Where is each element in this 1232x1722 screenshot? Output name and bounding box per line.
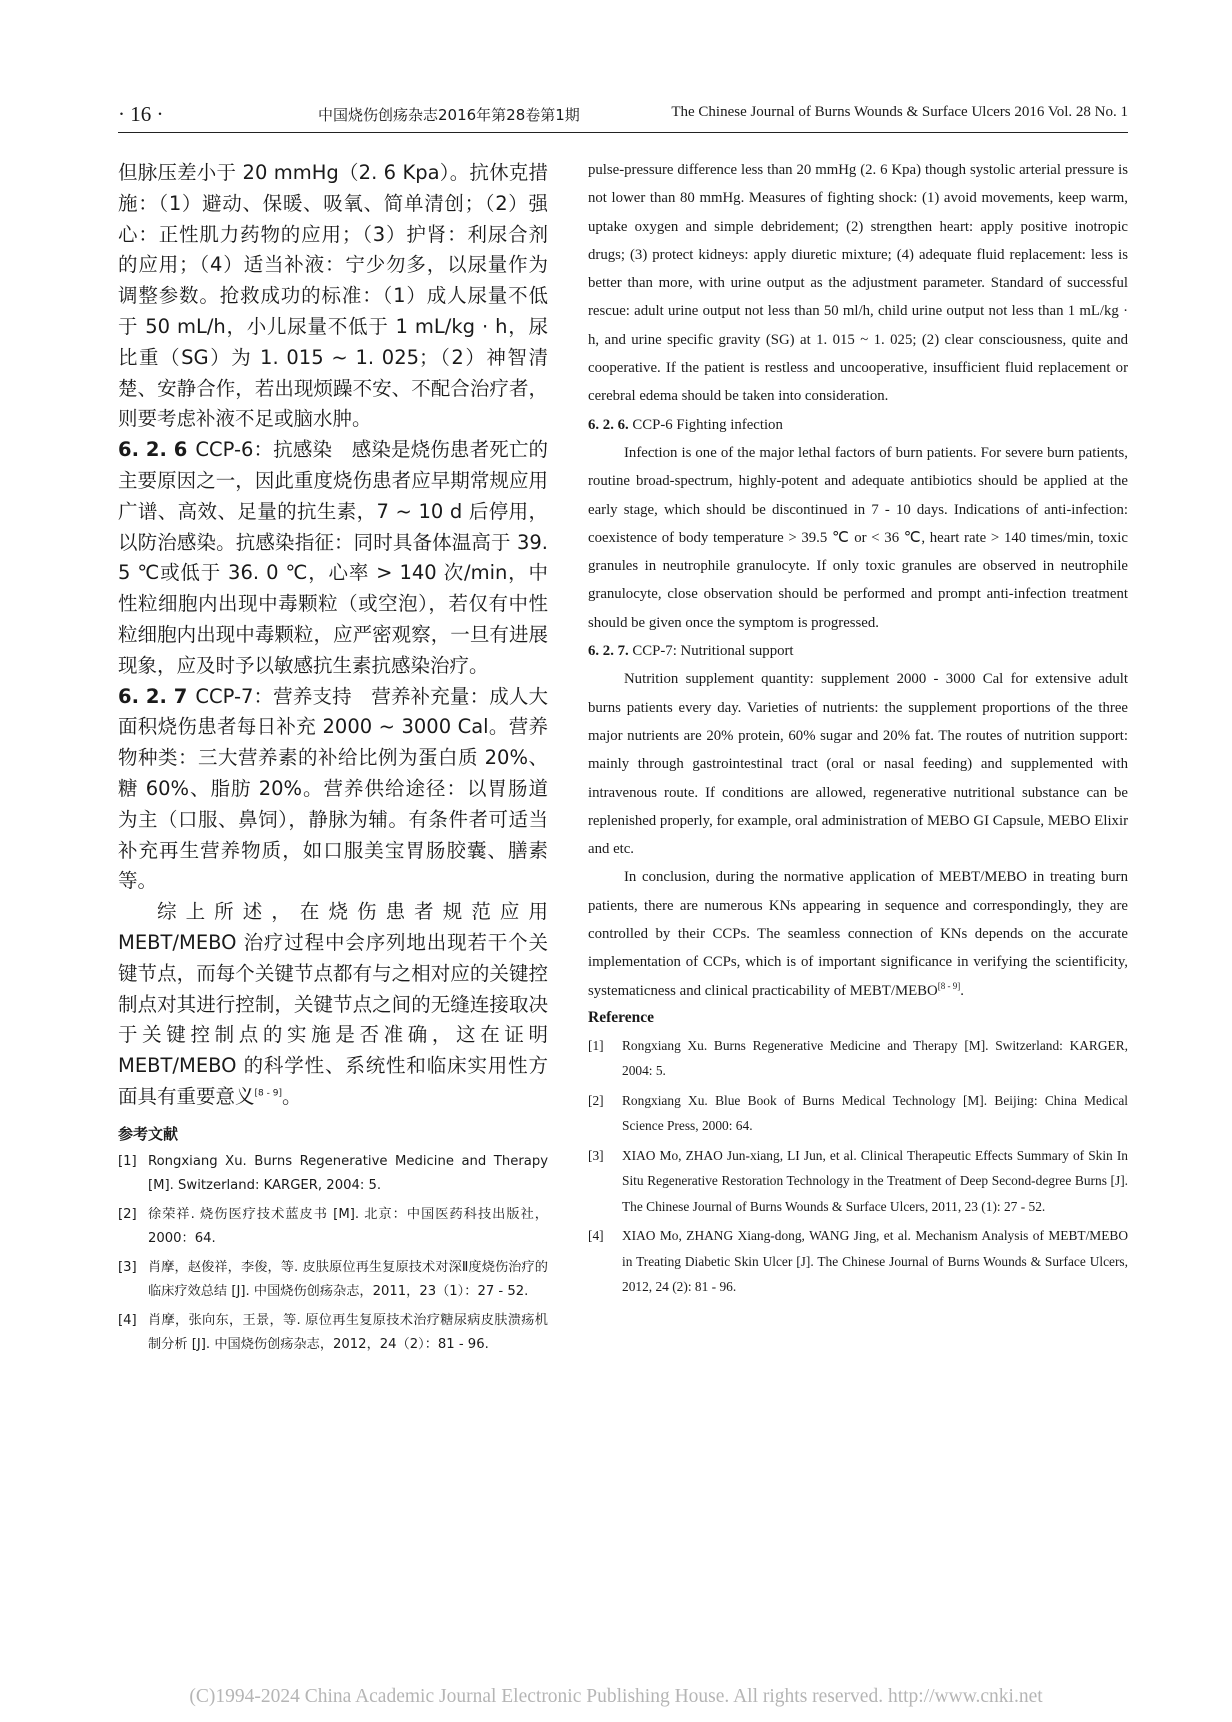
cn-reference-number: [3] (118, 1259, 137, 1275)
en-reference-text: Rongxiang Xu. Blue Book of Burns Medical Technology [M]. Beijing: China Medical Science Press, 2000: 64. (622, 1092, 1128, 1134)
en-reference-item (588, 1143, 1128, 1220)
chinese-column (118, 158, 548, 1362)
en-conclusion-end: . (960, 982, 964, 999)
en-reference-number: [2] (588, 1092, 604, 1108)
english-column (588, 156, 1128, 1304)
en-section-6-2-7-number: 6. 2. 7. (588, 643, 629, 660)
en-section-6-2-7-title: CCP-7: Nutritional support (632, 643, 794, 660)
cn-section-6-2-7 (118, 682, 548, 898)
cn-reference-item (118, 1203, 548, 1251)
cn-reference-item (118, 1309, 548, 1357)
cn-reference-text: 肖摩，赵俊祥，李俊，等. 皮肤原位再生复原技术对深Ⅱ度烧伤治疗的临床疗效总结 [J]. 中国烧伤创疡杂志，2011，23（1）：27 - 52. (148, 1259, 548, 1299)
cn-section-6-2-7-number: 6. 2. 7 (118, 684, 188, 708)
en-section-6-2-6-title: CCP-6 Fighting infection (632, 416, 783, 433)
cn-reference-list (118, 1150, 548, 1357)
en-reference-list (588, 1033, 1128, 1300)
en-conclusion-citation: [8 - 9] (937, 980, 961, 991)
cn-reference-item (118, 1256, 548, 1304)
cn-conclusion-end: 。 (281, 1084, 302, 1108)
cn-section-6-2-6-text: CCP-6：抗感染 感染是烧伤患者死亡的主要原因之一，因此重度烧伤患者应早期常规应用广谱、高效、足量的抗生素，7 ~ 10 d 后停用，以防治感染。抗感染指征：同时具备体温高于 39. 5 ℃或低于 36. 0 ℃，心率 > 140 次/min，中性粒细胞内出现中毒颗粒（或空泡），若仅有中性粒细胞内出现中毒颗粒，应严密观察，一旦有进展现象，应及时予以敏感抗生素抗感染治疗。 (118, 438, 548, 677)
en-reference-item (588, 1223, 1128, 1300)
en-reference-text: XIAO Mo, ZHANG Xiang-dong, WANG Jing, et al. Mechanism Analysis of MEBT/MEBO in Treating Diabetic Skin Ulcer [J]. The Chinese Journal of Burns Wounds & Surface Ulcers, 2012, 24 (2): 81 - 96. (622, 1228, 1128, 1295)
cn-conclusion-citation: [8 - 9] (254, 1088, 282, 1099)
cn-section-6-2-6-number: 6. 2. 6 (118, 438, 188, 462)
cn-paragraph-shock: 但脉压差小于 20 mmHg（2. 6 Kpa）。抗休克措施：（1）避动、保暖、吸氧、简单清创；（2）强心：正性肌力药物的应用；（3）护肾：利尿合剂的应用；（4）适当补液：宁少勿多，以尿量作为调整参数。抢救成功的标准：（1）成人尿量不低于 50 mL/h，小儿尿量不低于 1 mL/kg · h，尿比重（SG）为 1. 015 ~ 1. 025；（2）神智清楚、安静合作，若出现烦躁不安、不配合治疗者，则要考虑补液不足或脑水肿。 (118, 161, 548, 431)
en-paragraph-shock: pulse-pressure difference less than 20 mmHg (2. 6 Kpa) though systolic arterial pressure is not lower than 80 mmHg. Measures of fighting shock: (1) avoid movements, keep warm, uptake oxygen and simple debridement; (2) strengthen heart: apply positive inotropic drugs; (3) protect kidneys: apply diuretic mixture; (4) adequate fluid replacement: less is better than more, with urine output as the adjustment parameter. Standard of successful rescue: adult urine output not less than 50 ml/h, child urine output not less than 1 mL/kg · h, and urine specific gravity (SG) at 1. 015 ~ 1. 025; (2) clear consciousness, quite and cooperative. If the patient is restless and uncooperative, insufficient fluid replacement or cerebral edema should be taken into consideration. (588, 162, 1128, 405)
cn-reference-number: [4] (118, 1312, 137, 1328)
en-reference-item (588, 1033, 1128, 1084)
en-reference-item (588, 1088, 1128, 1139)
cn-reference-text: Rongxiang Xu. Burns Regenerative Medicine and Therapy [M]. Switzerland: KARGER, 2004: 5. (148, 1153, 548, 1193)
en-conclusion-text: In conclusion, during the normative application of MEBT/MEBO in treating burn patients, there are numerous KNs appearing in sequence and correspondingly, they are controlled by their CCPs. The seamless connection of KNs depends on the accurate implementation of CCPs, which is of important significance in verifying the scientificity, systematicness and clinical practicability of MEBT/MEBO (588, 869, 1128, 999)
cn-reference-number: [2] (118, 1206, 137, 1222)
cn-reference-text: 徐荣祥. 烧伤医疗技术蓝皮书 [M]. 北京：中国医药科技出版社，2000：64. (148, 1206, 548, 1246)
en-section-6-2-7-text: Nutrition supplement quantity: supplement 2000 - 3000 Cal for extensive adult burns patients every day. Varieties of nutrients: the supplement proportions of the three major nutrients are 20% protein, 60% sugar and 20% fat. The routes of nutrition support: mainly through gastrointestinal tract (oral or nasal feeding) and supplemented with intravenous route. If conditions are allowed, regenerative nutritional substance can be replenished properly, for example, oral administration of MEBO GI Capsule, MEBO Elixir and etc. (588, 671, 1128, 858)
cn-reference-item (118, 1150, 548, 1198)
en-section-6-2-6-heading (588, 411, 1128, 439)
en-reference-text: Rongxiang Xu. Burns Regenerative Medicine and Therapy [M]. Switzerland: KARGER, 2004: 5. (622, 1037, 1128, 1079)
cn-references-title: 参考文献 (118, 1124, 179, 1143)
cn-conclusion-text: 综上所述，在烧伤患者规范应用 MEBT/MEBO 治疗过程中会序列地出现若干个关键节点，而每个关键节点都有与之相对应的关键控制点对其进行控制，关键节点之间的无缝连接取决于关键控制点的实施是否准确，这在证明 MEBT/MEBO 的科学性、系统性和临床实用性方面具有重要意义 (118, 900, 548, 1108)
copyright-footer: (C)1994-2024 China Academic Journal Electronic Publishing House. All rights reserved. http://www.cnki.net (189, 1686, 1043, 1707)
page-number: · 16 · (118, 102, 164, 126)
en-reference-number: [4] (588, 1228, 604, 1244)
cn-reference-text: 肖摩，张向东，王景，等. 原位再生复原技术治疗糖尿病皮肤溃疡机制分析 [J]. 中国烧伤创疡杂志，2012，24（2）：81 - 96. (148, 1312, 548, 1352)
en-reference-number: [1] (588, 1037, 604, 1053)
running-header (118, 100, 1128, 133)
journal-title-cn: 中国烧伤创疡杂志2016年第28卷第1期 (318, 106, 580, 124)
cn-reference-number: [1] (118, 1153, 137, 1169)
cn-section-6-2-7-text: CCP-7：营养支持 营养补充量：成人大面积烧伤患者每日补充 2000 ~ 3000 Cal。营养物种类：三大营养素的补给比例为蛋白质 20%、糖 60%、脂肪 20%。营养供给途径：以胃肠道为主（口服、鼻饲），静脉为辅。有条件者可适当补充再生营养物质，如口服美宝胃肠胶囊、膳素等。 (118, 684, 548, 893)
en-section-6-2-6-number: 6. 2. 6. (588, 416, 629, 433)
cn-section-6-2-6 (118, 435, 548, 681)
journal-title-en: The Chinese Journal of Burns Wounds & Surface Ulcers 2016 Vol. 28 No. 1 (671, 104, 1128, 120)
en-reference-text: XIAO Mo, ZHAO Jun-xiang, LI Jun, et al. Clinical Therapeutic Effects Summary of Skin In Situ Regenerative Restoration Technology in the Treatment of Deep Second-degree Burns [J]. The Chinese Journal of Burns Wounds & Surface Ulcers, 2011, 23 (1): 27 - 52. (622, 1147, 1128, 1214)
cn-conclusion (118, 897, 548, 1113)
en-references-title: Reference (588, 1008, 654, 1026)
en-section-6-2-6-text: Infection is one of the major lethal factors of burn patients. For severe burn patients, routine broad-spectrum, highly-potent and adequate antibiotics should be applied at the early stage, which should be discontinued in 7 - 10 days. Indications of anti-infection: coexistence of body temperature > 39.5 ℃ or < 36 ℃, heart rate > 140 times/min, toxic granules in neutrophile granulocyte. If only toxic granules are observed in neutrophile granulocyte, close observation should be performed and prompt anti-infection treatment should be given once the symptom is progressed. (588, 444, 1128, 631)
en-reference-number: [3] (588, 1147, 604, 1163)
en-section-6-2-7-heading (588, 637, 1128, 665)
en-conclusion (588, 863, 1128, 1004)
